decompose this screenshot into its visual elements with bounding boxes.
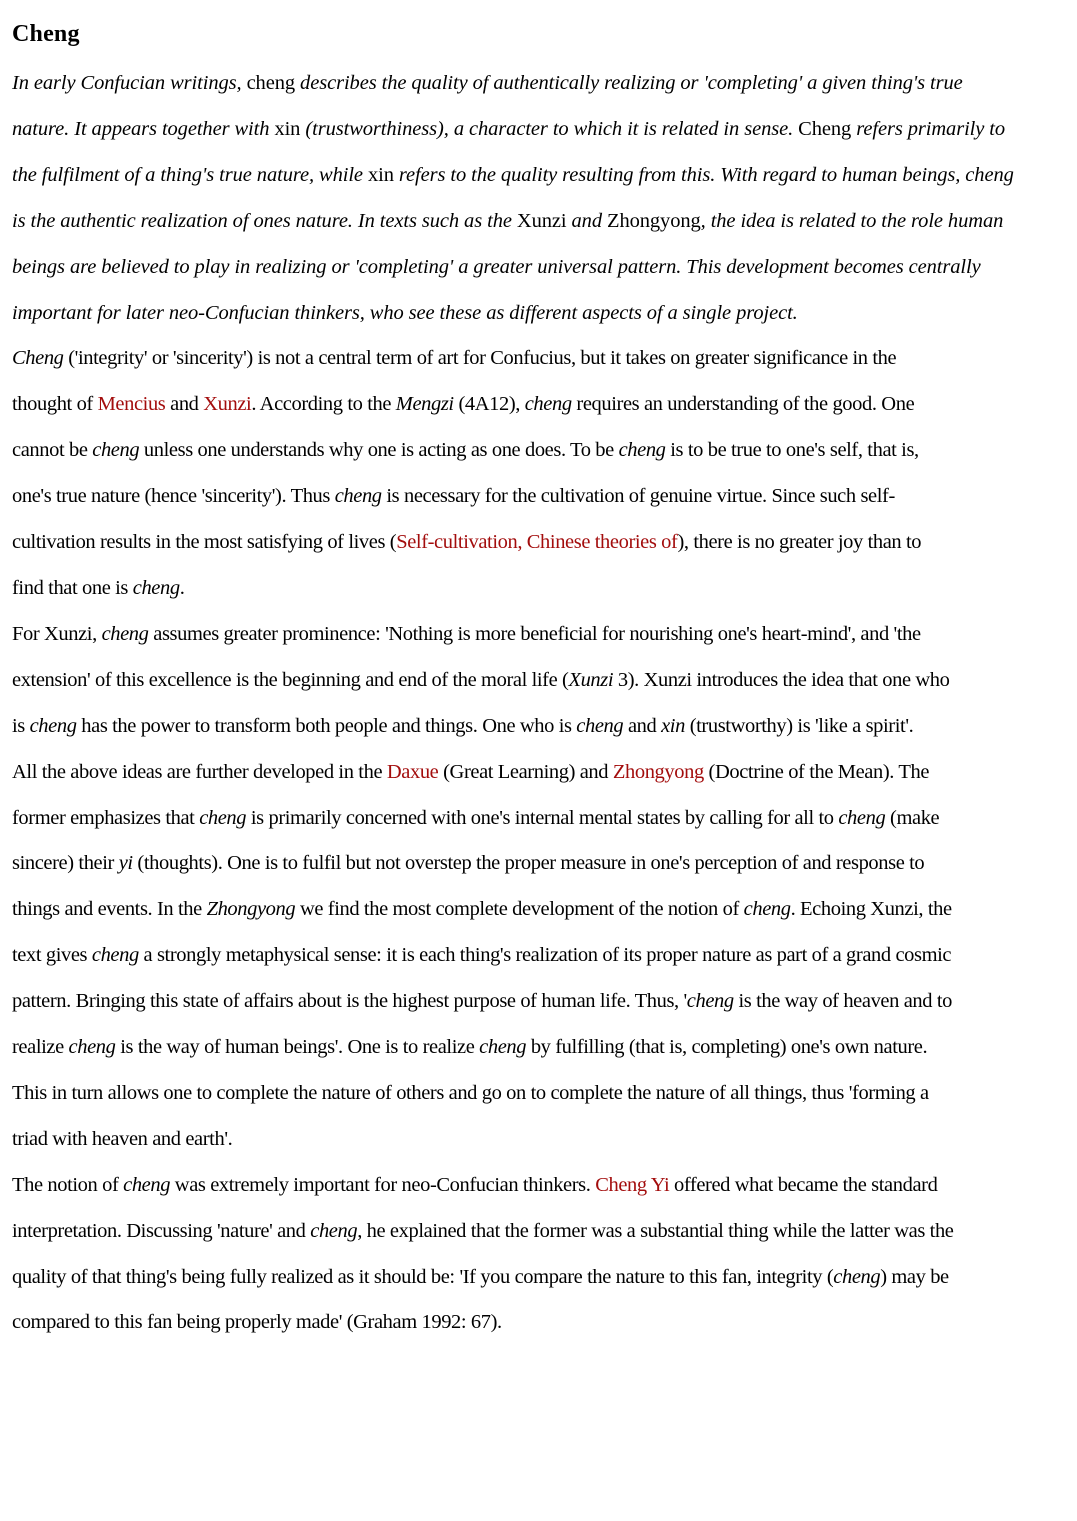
text: ) may be compared to this fan being properly made' (Graham 1992: 67).: [12, 1265, 949, 1334]
abstract-term: xin: [274, 117, 301, 140]
text: (thoughts). One is to fulfil but not overstep the proper measure in one's perception of and response to things and events. In the: [12, 852, 925, 921]
term-cheng: cheng: [686, 990, 734, 1013]
text: (Great Learning) and: [438, 760, 613, 783]
text: . According to the: [251, 393, 396, 416]
text: was extremely important for neo-Confucian thinkers.: [170, 1173, 596, 1196]
term-cheng: cheng: [132, 576, 180, 599]
text: offered what became the standard interpretation. Discussing 'nature' and: [12, 1173, 938, 1242]
body-paragraph-2: [12, 612, 957, 750]
abstract-term: Zhongyong: [607, 209, 701, 232]
term-cheng: cheng: [524, 393, 572, 416]
text: is to be true to one's self, that is, one's true nature (hence 'sincerity'). Thus: [12, 439, 919, 508]
term-cheng: cheng: [92, 439, 140, 462]
term-cheng: cheng: [123, 1173, 171, 1196]
text: is the way of human beings'. One is to realize: [115, 1036, 480, 1059]
term-cheng: cheng: [199, 806, 247, 829]
link-zhongyong[interactable]: Zhongyong: [612, 760, 704, 783]
abstract-term: xin: [367, 163, 394, 186]
body-paragraph-1: [12, 336, 957, 611]
text: assumes greater prominence: 'Nothing is more beneficial for nourishing one's heart-mind', and 'the extension' of this excellence is the beginning and end of the moral life (: [12, 622, 921, 691]
abstract-paragraph: [12, 61, 1014, 336]
abstract-text: , the idea is related to the role human beings are believed to play in realizing or 'completing' a greater universal pattern. This development becomes centrally important for later neo-Confucian thinkers, who see these as different aspects of a single project.: [12, 209, 1004, 324]
term-xin: xin: [661, 714, 685, 737]
text: ), there is no greater joy than to find that one is: [12, 531, 922, 599]
link-daxue[interactable]: Daxue: [386, 760, 439, 783]
link-xunzi[interactable]: Xunzi: [203, 393, 252, 416]
link-mencius[interactable]: Mencius: [97, 393, 166, 416]
abstract-text: describes the quality of authentically realizing or 'completing' a given thing's true nature. It appears together with: [12, 72, 963, 140]
term-cheng: cheng: [833, 1265, 881, 1288]
abstract-term: Cheng: [798, 117, 852, 140]
text: unless one understands why one is acting as one does. To be: [139, 439, 619, 462]
text: is primarily concerned with one's internal mental states by calling for all to: [246, 806, 839, 829]
text: we find the most complete development of the notion of: [295, 898, 744, 921]
text: is necessary for the cultivation of genuine virtue. Since such self-cultivation results in the most satisfying of lives (: [12, 485, 895, 554]
term-cheng: cheng: [91, 944, 139, 967]
abstract-text: refers to the quality resulting from this. With regard to human beings, cheng is the authentic realization of ones nature. In texts such as the: [12, 163, 1014, 232]
term-cheng: cheng: [68, 1036, 116, 1059]
text: (Doctrine of the Mean). The former emphasizes that: [12, 760, 930, 829]
abstract-text: and: [571, 209, 602, 232]
text: has the power to transform both people and things. One who is: [76, 714, 577, 737]
term-cheng: cheng: [743, 898, 791, 921]
link-self-cultivation[interactable]: Self-cultivation, Chinese theories of: [396, 531, 678, 554]
text: by fulfilling (that is, completing) one's own nature. This in turn allows one to complete the nature of others and go on to complete the nature of all things, thus 'forming a triad with heaven and earth'.: [12, 1036, 929, 1150]
page-title: Cheng: [12, 21, 80, 47]
abstract-term: cheng: [246, 72, 296, 94]
text: (make sincere) their: [12, 806, 940, 875]
text: The notion of: [12, 1173, 124, 1196]
body-paragraph-3: [12, 750, 957, 1163]
term-cheng: cheng: [29, 714, 77, 737]
text: and: [623, 714, 662, 737]
text: and: [165, 393, 204, 416]
title-zhongyong: Zhongyong: [206, 898, 296, 921]
text: For Xunzi,: [12, 622, 102, 645]
term-cheng: cheng: [838, 806, 886, 829]
text: a strongly metaphysical sense: it is each thing's realization of its proper nature as part of a grand cosmic pattern. Bringing this state of affairs about is the highest purpose of human life. Thus, ': [12, 944, 952, 1013]
text: 3). Xunzi introduces the idea that one who is: [12, 668, 950, 737]
abstract-text: refers primarily to the fulfilment of a thing's true nature, while: [12, 117, 1006, 186]
term-cheng: cheng: [310, 1219, 358, 1242]
link-cheng-yi[interactable]: Cheng Yi: [595, 1173, 670, 1196]
title-xunzi: Xunzi: [568, 668, 614, 691]
term-cheng: cheng: [334, 485, 382, 508]
text: .: [179, 576, 185, 599]
term-cheng: cheng: [618, 439, 666, 462]
term-cheng: Cheng: [12, 347, 64, 370]
text: (4A12),: [453, 393, 525, 416]
abstract-text: (trustworthiness), a character to which it is related in sense.: [305, 117, 794, 140]
text: is the way of heaven and to realize: [12, 990, 952, 1059]
text: requires an understanding of the good. One cannot be: [12, 393, 915, 462]
text: . Echoing Xunzi, the text gives: [12, 898, 952, 967]
body-paragraph-4: [12, 1163, 957, 1347]
title-mengzi: Mengzi: [395, 393, 454, 416]
text: ('integrity' or 'sincerity') is not a central term of art for Confucius, but it takes on greater significance in the thought of: [12, 347, 897, 416]
text: All the above ideas are further developed in the: [12, 760, 387, 783]
abstract-term: Xunzi: [516, 209, 567, 232]
term-cheng: cheng: [576, 714, 624, 737]
term-yi: yi: [118, 852, 133, 875]
term-cheng: cheng: [479, 1036, 527, 1059]
abstract-text: In early Confucian writings,: [12, 72, 242, 94]
text: , he explained that the former was a substantial thing while the latter was the quality of that thing's being fully realized as it should be: 'If you compare the nature to this fan, integrity (: [12, 1219, 954, 1288]
text: (trustworthy) is 'like a spirit'.: [684, 714, 914, 737]
term-cheng: cheng: [101, 622, 149, 645]
